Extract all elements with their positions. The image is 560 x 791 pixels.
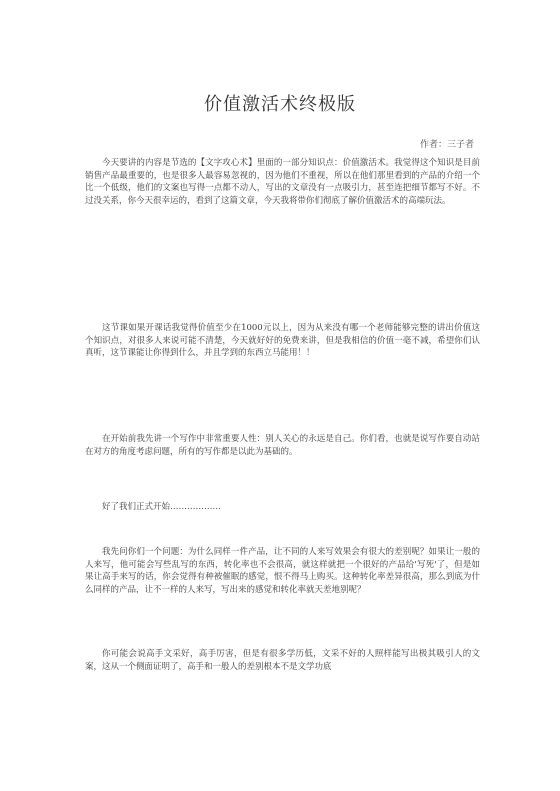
- paragraph-human-nature: 在开始前我先讲一个写作中非常重要人性：别人关心的永远是自己。你们看，也就是说写作要自动站在对方的角度考虑问题，所有的写作都是以此为基础的。: [85, 434, 480, 457]
- paragraph-intro: 今天要讲的内容是节选的【文字攻心术】里面的一部分知识点：价值激活术。我觉得这个知识是目前销售产品最重要的，也是很多人最容易忽视的，因为他们不重视，所以在他们那里看到的产品的介绍一个比一个低级，他们的文案也写得一点都不动人，写出的文章没有一点吸引力，甚至连把细节都写不好。不过没关系，你今天很幸运的，看到了这篇文章，今天我将带你们彻底了解价值激活术的高端玩法。: [85, 158, 480, 206]
- paragraph-question: 我先问你们一个问题：为什么同样一件产品，让不同的人来写效果会有很大的差别呢？如果让一般的人来写，他可能会写些乱写的东西，转化率也不会很高，就这样就把一个很好的产品给'写死'了，但是如果让高手来写的话，你会觉得有种被催眠的感觉，恨不得马上购买。这种转化率差异很高，那么到底为什么同样的产品，让不一样的人来写，写出来的感觉和转化率就天差地别呢？: [85, 547, 480, 595]
- paragraph-skill: 你可能会说高手文采好，高手厉害，但是有很多学历低，文采不好的人照样能写出极其吸引人的文案，这从一个侧面证明了，高手和一般人的差别根本不是文学功底: [85, 649, 480, 672]
- document-title: 价值激活术终极版: [204, 94, 356, 115]
- author-line: 作者：三子者: [419, 140, 474, 150]
- paragraph-start: 好了我们正式开始………………: [102, 502, 222, 512]
- paragraph-value: 这节课如果开课话我觉得价值至少在1000元以上，因为从来没有哪一个老师能够完整的讲出价值这个知识点，对很多人来说可能不清楚，今天就好好的免费来讲，但是我相信的价值一毫不减，希望你们认真听，这节课能让你得到什么，并且学到的东西立马能用！！: [85, 323, 480, 358]
